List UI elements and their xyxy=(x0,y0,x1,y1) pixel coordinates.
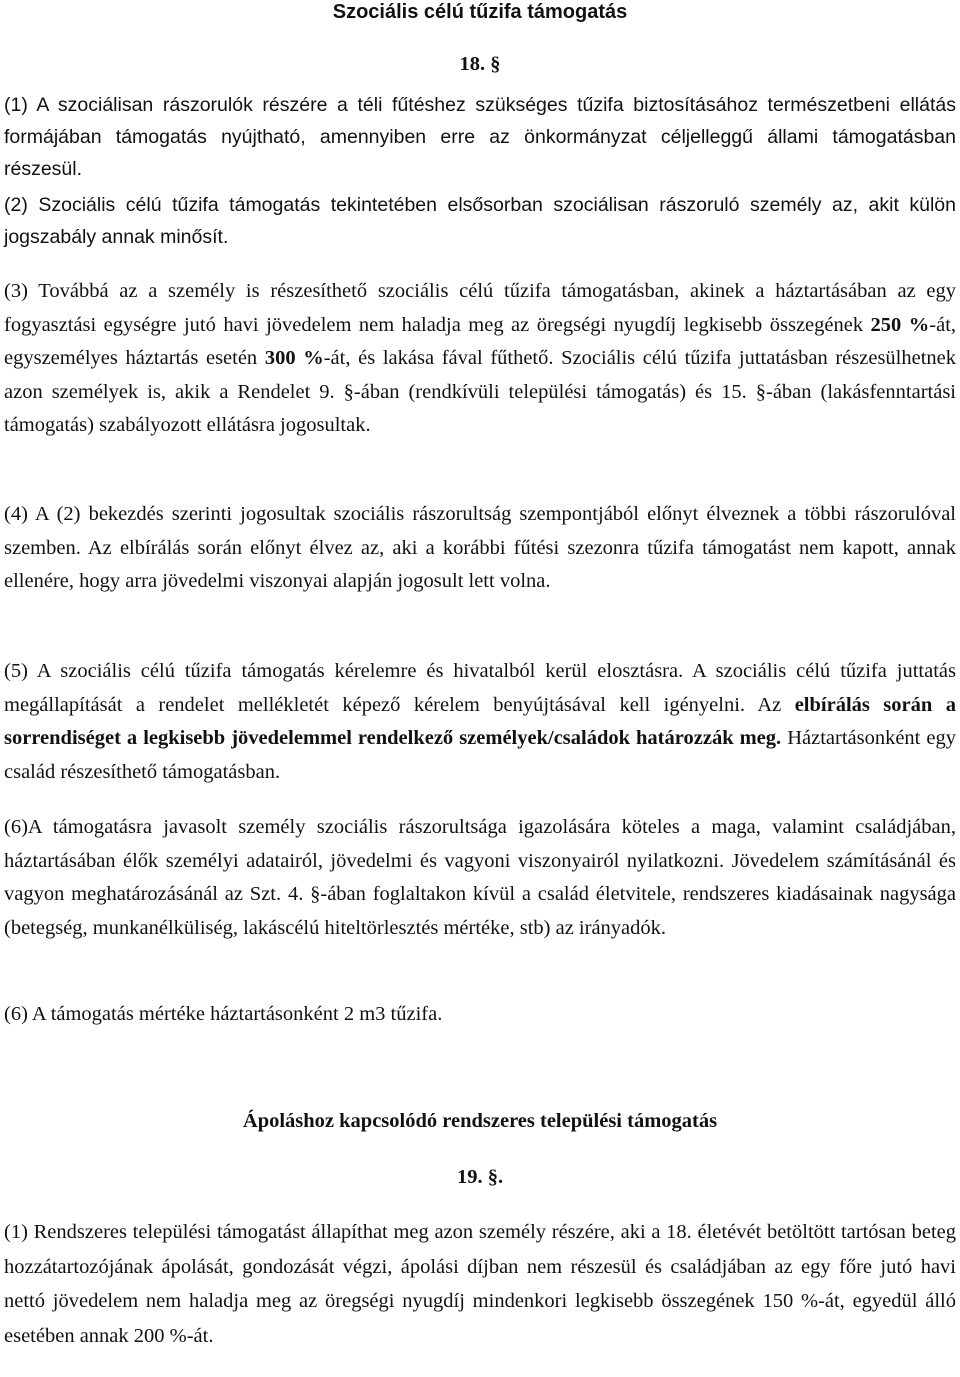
paragraph-18-4: (4) A (2) bekezdés szerinti jogosultak szociális rászorultság szempontjából előnyt élveznek a többi rászorulóval szemben. Az elbírálás során előnyt élvez az, aki a korábbi fűtési szezonra tűzifa támogatást nem kapott, annak ellenére, hogy arra jövedelmi viszonyai alapján jogosult lett volna. xyxy=(4,503,956,592)
paragraph-18-5-text-a: (5) A szociális célú tűzifa támogatás kérelemre és hivatalból kerül elosztásra. A szociális célú tűzifa juttatás megállapítását a rendelet mellékletét képező kérelem benyújtásával kell igényelni. Az xyxy=(4,660,956,716)
paragraph-18-3 xyxy=(4,275,956,443)
section-title-apolas: Ápoláshoz kapcsolódó rendszeres települési támogatás xyxy=(242,1110,718,1132)
paragraph-18-3-text-c: -át, egyszemélyes háztartás esetén xyxy=(4,313,957,369)
paragraph-18-5 xyxy=(4,655,956,789)
paragraph-18-2: (2) Szociális célú tűzifa támogatás tekintetében elsősorban szociálisan rászoruló személy az, akit külön jogszabály annak minősít. xyxy=(4,194,956,248)
paragraph-18-3-text-a: (3) Továbbá az a személy is részesíthető szociális célú tűzifa támogatásban, akinek a háztartásában az egy fogyasztási egységre jutó havi jövedelem nem haladja meg az öregségi nyugdíj legkisebb összegének xyxy=(4,280,956,336)
section-title-tuzifa: Szociális célú tűzifa támogatás xyxy=(332,1,628,23)
paragraph-18-1: (1) A szociálisan rászorulók részére a téli fűtéshez szükséges tűzifa biztosításához természetbeni ellátás formájában támogatás nyújtható, amennyiben erre az önkormányzat céljelleggű állami támogatásban részesül. xyxy=(4,94,956,180)
threshold-300-percent: 300 % xyxy=(264,347,324,369)
paragraph-18-6: (6)A támogatásra javasolt személy szociális rászorultsága igazolására köteles a maga, valamint családjában, háztartásában élők személyi adatairól, jövedelmi és vagyoni viszonyairól nyilatkozni. Jövedelem számításánál és vagyon meghatározásánál az Szt. 4. §-ában foglaltakon kívül a család életvitele, rendszeres kiadásainak nagysága (betegség, munkanélküliség, lakáscélú hiteltörlesztés mértéke, stb) az irányadók. xyxy=(4,816,956,939)
threshold-250-percent: 250 % xyxy=(870,313,930,336)
paragraph-18-5-bold: elbírálás során a sorrendiséget a legkisebb jövedelemmel rendelkező személyek/családok határozzák meg. xyxy=(4,693,956,749)
section-number-18: 18. § xyxy=(459,53,501,75)
paragraph-18-5-text-c: Háztartásonként egy család részesíthető támogatásban. xyxy=(4,727,956,783)
paragraph-18-7: (6) A támogatás mértéke háztartásonként 2 m3 tűzifa. xyxy=(4,1003,443,1025)
paragraph-19-1: (1) Rendszeres települési támogatást állapíthat meg azon személy részére, aki a 18. életévét betöltött tartósan beteg hozzátartozójának ápolását, gondozását végzi, ápolási díjban nem részesül és családjában az egy főre jutó havi nettó jövedelem nem haladja meg az öregségi nyugdíj mindenkori legkisebb összegének 150 %-át, egyedül álló esetében annak 200 %-át. xyxy=(4,1221,956,1347)
section-number-19: 19. §. xyxy=(456,1166,504,1188)
paragraph-18-3-text-d: -át, és lakása fával fűthető. Szociális célú tűzifa juttatásban részesülhetnek azon személyek is, akik a Rendelet 9. §-ában (rendkívüli települési támogatás) és 15. §-ában (lakásfenntartási támogatás) szabályozott ellátásra jogosultak. xyxy=(4,347,957,436)
